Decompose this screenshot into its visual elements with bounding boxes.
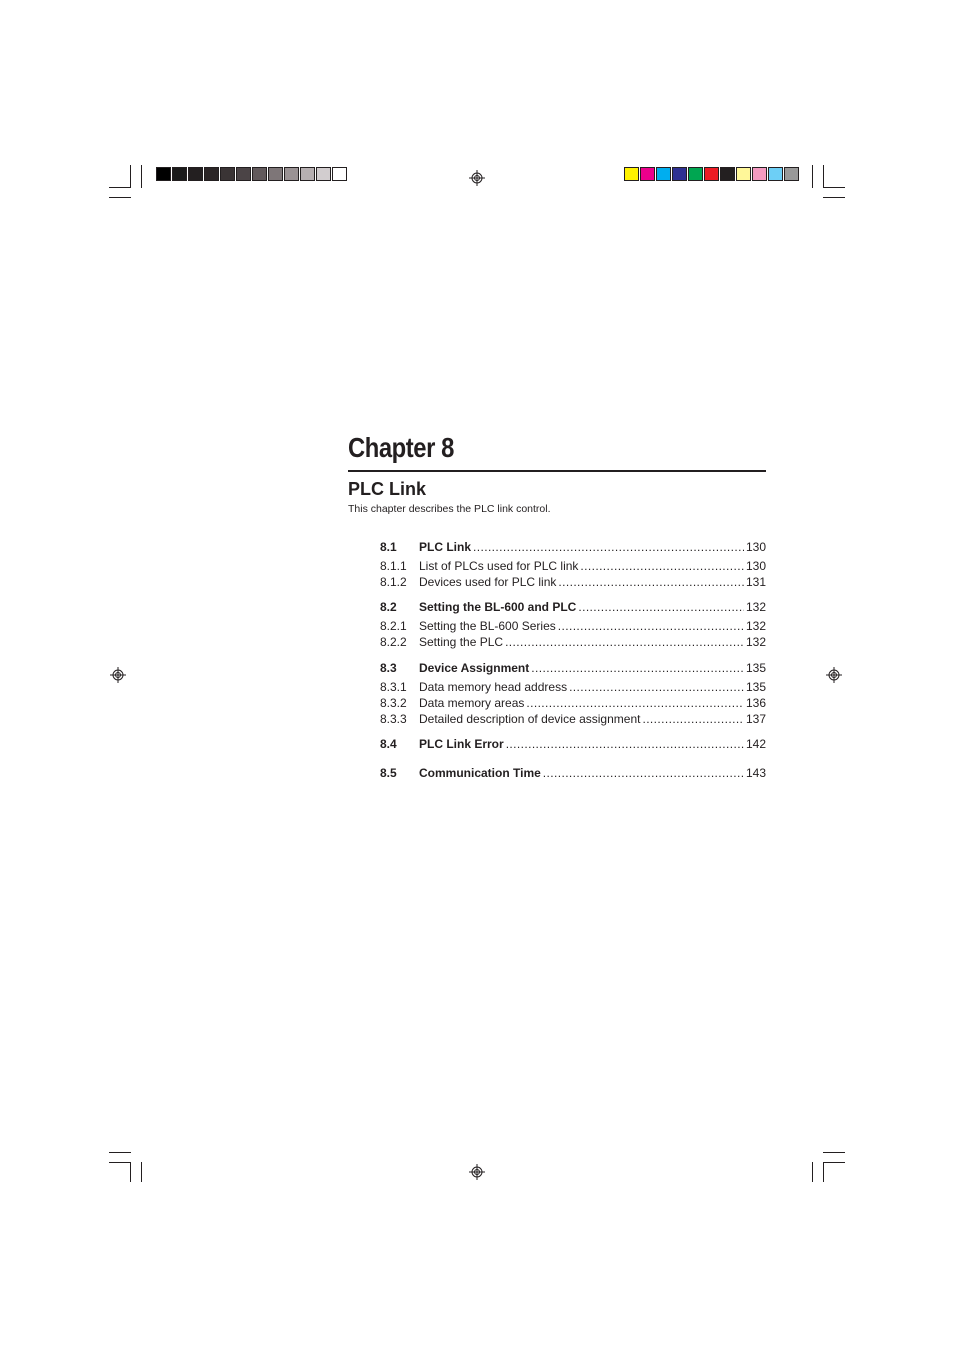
toc-leader	[526, 696, 744, 710]
color-swatch	[332, 167, 347, 181]
toc-entry[interactable]	[380, 737, 766, 751]
crop-mark	[141, 165, 142, 188]
color-swatch	[204, 167, 219, 181]
process-color-bar	[624, 167, 800, 181]
crop-mark	[109, 197, 131, 198]
color-swatch	[236, 167, 251, 181]
toc-number: 8.3.1	[380, 680, 407, 694]
toc-page-number: 136	[745, 696, 766, 710]
toc-number: 8.3.3	[380, 712, 407, 726]
toc-entry[interactable]	[380, 600, 766, 614]
toc-entry[interactable]	[380, 575, 766, 589]
crop-mark	[823, 1162, 824, 1182]
toc-title: Detailed description of device assignment	[419, 712, 641, 726]
toc-number: 8.2.2	[380, 635, 407, 649]
toc-page-number: 132	[745, 635, 766, 649]
crop-mark	[109, 187, 131, 188]
toc-number: 8.5	[380, 766, 397, 780]
toc-title: List of PLCs used for PLC link	[419, 559, 579, 573]
toc-page-number: 132	[745, 619, 766, 633]
color-swatch	[284, 167, 299, 181]
toc-number: 8.1.2	[380, 575, 407, 589]
toc-title: Device Assignment	[419, 661, 530, 675]
toc-leader	[580, 559, 744, 573]
color-swatch	[736, 167, 751, 181]
color-swatch	[156, 167, 171, 181]
toc-number: 8.3	[380, 661, 397, 675]
toc-title: Data memory areas	[419, 696, 525, 710]
color-swatch	[672, 167, 687, 181]
color-swatch	[624, 167, 639, 181]
toc-entry[interactable]	[380, 559, 766, 573]
color-swatch	[784, 167, 799, 181]
chapter-intro: This chapter describes the PLC link control.	[348, 503, 551, 515]
toc-leader	[642, 712, 744, 726]
color-swatch	[172, 167, 187, 181]
toc-leader	[558, 619, 744, 633]
toc-number: 8.3.2	[380, 696, 407, 710]
crop-mark	[109, 1152, 131, 1153]
color-swatch	[752, 167, 767, 181]
toc-number: 8.1	[380, 540, 397, 554]
color-swatch	[640, 167, 655, 181]
crop-mark	[812, 165, 813, 188]
toc-title: PLC Link Error	[419, 737, 504, 751]
color-swatch	[300, 167, 315, 181]
toc-entry[interactable]	[380, 712, 766, 726]
crosshair-circle-icon	[469, 170, 485, 186]
crosshair-circle-icon	[110, 667, 126, 683]
crop-mark	[823, 1162, 845, 1163]
crosshair-circle-icon	[469, 1164, 485, 1180]
toc-page-number: 130	[745, 540, 766, 554]
color-swatch	[688, 167, 703, 181]
toc-entry[interactable]	[380, 661, 766, 675]
toc-title: PLC Link	[419, 540, 472, 554]
crop-mark	[823, 187, 845, 188]
toc-entry[interactable]	[380, 540, 766, 554]
toc-title: Setting the BL-600 and PLC	[419, 600, 577, 614]
color-swatch	[252, 167, 267, 181]
toc-leader	[543, 766, 744, 780]
crop-mark	[823, 197, 845, 198]
chapter-title: Chapter 8	[348, 432, 454, 463]
crop-mark	[823, 1152, 845, 1153]
crosshair-circle-icon	[826, 667, 842, 683]
toc-number: 8.2	[380, 600, 397, 614]
toc-leader	[473, 540, 744, 554]
crop-mark	[141, 1162, 142, 1182]
crop-mark	[812, 1162, 813, 1182]
crop-mark	[130, 165, 131, 188]
crop-mark	[130, 1162, 131, 1182]
toc-page-number: 135	[745, 680, 766, 694]
color-swatch	[268, 167, 283, 181]
toc-number: 8.4	[380, 737, 397, 751]
toc-page-number: 137	[745, 712, 766, 726]
color-swatch	[656, 167, 671, 181]
toc-title: Communication Time	[419, 766, 541, 780]
toc-leader	[505, 635, 744, 649]
gray-color-bar	[156, 167, 348, 181]
toc-number: 8.2.1	[380, 619, 407, 633]
toc-leader	[531, 661, 744, 675]
color-swatch	[768, 167, 783, 181]
toc-leader	[506, 737, 744, 751]
toc-title: Setting the BL-600 Series	[419, 619, 556, 633]
toc-page-number: 131	[745, 575, 766, 589]
crop-mark	[109, 1162, 131, 1163]
toc-page-number: 130	[745, 559, 766, 573]
color-swatch	[220, 167, 235, 181]
toc-entry[interactable]	[380, 619, 766, 633]
toc-title: Data memory head address	[419, 680, 568, 694]
toc-number: 8.1.1	[380, 559, 407, 573]
toc-page-number: 142	[745, 737, 766, 751]
color-swatch	[188, 167, 203, 181]
color-swatch	[316, 167, 331, 181]
toc-entry[interactable]	[380, 696, 766, 710]
toc-page-number: 135	[745, 661, 766, 675]
toc-leader	[558, 575, 744, 589]
toc-title: Devices used for PLC link	[419, 575, 557, 589]
title-divider	[348, 470, 766, 472]
toc-entry[interactable]	[380, 635, 766, 649]
crop-mark	[823, 165, 824, 188]
toc-entry[interactable]	[380, 766, 766, 780]
toc-page-number: 143	[745, 766, 766, 780]
toc-entry[interactable]	[380, 680, 766, 694]
section-title: PLC Link	[348, 479, 427, 499]
toc-leader	[569, 680, 744, 694]
toc-page-number: 132	[745, 600, 766, 614]
toc-leader	[578, 600, 744, 614]
color-swatch	[704, 167, 719, 181]
toc-title: Setting the PLC	[419, 635, 504, 649]
color-swatch	[720, 167, 735, 181]
